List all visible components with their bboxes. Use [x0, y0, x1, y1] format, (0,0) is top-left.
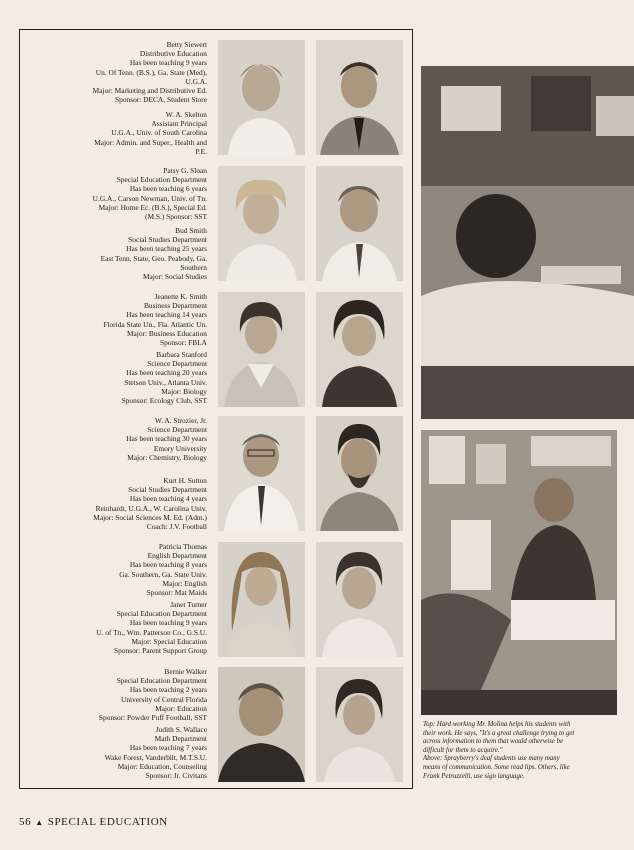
portrait-walker: [218, 667, 305, 782]
bio-sutton: Kurt H. Sutton Social Studies Department Has been teaching 4 years Reinhardt, U.G.A., W. Carolina Univ. Major: Social Sciences M. Ed. (Adm.) Coach: J.V. Football: [93, 476, 207, 532]
page-number: 56: [19, 816, 32, 828]
photo-caption: Top: Hard working Mr. Molina helps his students with their work. He says, "It's a great challenge trying to get across information to them that would otherwise be difficult for them to acquire." Above: Sprayberry's deaf students use many many means of communication. Some read lips. Others, like Frank Petruzzelli, use sign language.: [423, 721, 575, 780]
portrait-sutton: [316, 416, 403, 531]
portrait-strozier: [218, 416, 305, 531]
portrait-skelton: [316, 40, 403, 155]
page-footer: [19, 816, 168, 828]
portrait-sloan: [218, 166, 305, 281]
section-title: SPECIAL EDUCATION: [47, 816, 168, 828]
bio-turner: Janet Turner Special Education Department Has been teaching 9 years U. of Tn., Wm. Patterson Co., G.S.U. Major: Special Education Sponsor: Parent Support Group: [96, 600, 207, 656]
classroom-photo-molina: [421, 66, 634, 419]
bio-sloan: Patsy G. Sloan Special Education Department Has been teaching 6 years U.G.A., Carson Newman, Univ. of Tn. Major: Home Ec. (B.S.), Special Ed. (M.S.) Sponsor: SST: [92, 166, 207, 222]
portrait-jeanette-smith: [218, 292, 305, 407]
classroom-photo-sign-language: [421, 430, 617, 715]
portrait-stanford: [316, 292, 403, 407]
triangle-icon: ▲: [35, 817, 44, 827]
bio-thomas: Patricia Thomas English Department Has been teaching 8 years Ga. Southern, Ga. State Univ. Major: English Sponsor: Mat Maids: [119, 542, 207, 598]
bio-strozier: W. A. Strozier, Jr. Science Department Has been teaching 30 years Emory University Major: Chemistry, Biology: [126, 416, 207, 462]
bio-stanford: Barbara Stanford Science Department Has been teaching 20 years Stetson Univ., Atlanta Univ. Major: Biology Sponsor: Ecology Club, SST: [121, 350, 207, 406]
bio-siewert: Betty Siewert Distributive Education Has been teaching 9 years Un. Of Tenn. (B.S.), Ga. State (Med), U.G.A. Major: Marketing and Distributive Ed. Sponsor: DECA, Student Store: [92, 40, 207, 105]
portrait-wallace: [316, 667, 403, 782]
portrait-siewert: [218, 40, 305, 155]
bio-skelton: W. A. Skelton Assistant Principal U.G.A., Univ. of South Carolina Major: Admin. and Super., Health and P.E.: [94, 110, 207, 156]
portrait-thomas: [218, 542, 305, 657]
portrait-turner: [316, 542, 403, 657]
bio-jeanette-smith: Jeanette K. Smith Business Department Has been teaching 14 years Florida State Un., Fla. Atlantic Un. Major: Business Education Sponsor: FBLA: [103, 292, 207, 348]
bio-wallace: Judith S. Wallace Math Department Has been teaching 7 years Wake Forest, Vanderbilt, M.T.S.U. Major: Education, Counseling Sponsor: Jr. Civitans: [104, 725, 207, 781]
portrait-bud-smith: [316, 166, 403, 281]
bio-walker: Bernie Walker Special Education Department Has been teaching 2 years University of Central Florida Major: Education Sponsor: Powder Puff Football, SST: [98, 667, 207, 723]
bio-bud-smith: Bud Smith Social Studies Department Has been teaching 25 years East Tenn. State, Geo. Peabody, Ga. Southern Major: Social Studies: [100, 226, 207, 282]
